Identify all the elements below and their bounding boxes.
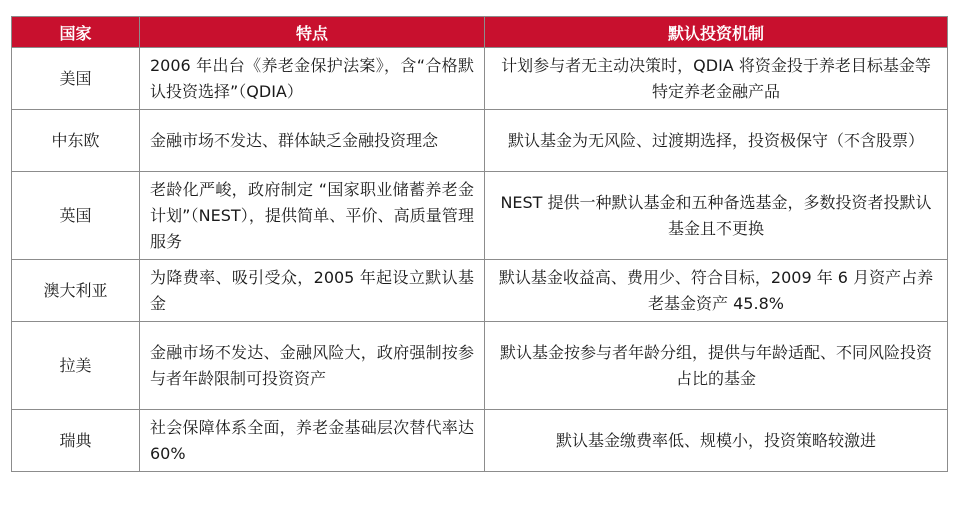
- header-country: 国家: [12, 17, 140, 48]
- mechanism-cell: 默认基金收益高、费用少、符合目标，2009 年 6 月资产占养老基金资产 45.8%: [485, 260, 948, 322]
- feature-cell: 金融市场不发达、金融风险大，政府强制按参与者年龄限制可投资资产: [140, 322, 485, 410]
- country-cell: 英国: [12, 172, 140, 260]
- mechanism-cell: 计划参与者无主动决策时，QDIA 将资金投于养老目标基金等特定养老金融产品: [485, 48, 948, 110]
- mechanism-cell: 默认基金缴费率低、规模小，投资策略较激进: [485, 410, 948, 472]
- mechanism-cell: 默认基金为无风险、过渡期选择，投资极保守（不含股票）: [485, 110, 948, 172]
- feature-cell: 金融市场不发达、群体缺乏金融投资理念: [140, 110, 485, 172]
- table-row: [12, 110, 948, 172]
- mechanism-cell: NEST 提供一种默认基金和五种备选基金，多数投资者投默认基金且不更换: [485, 172, 948, 260]
- feature-cell: 社会保障体系全面，养老金基础层次替代率达 60%: [140, 410, 485, 472]
- header-mechanism: 默认投资机制: [485, 17, 948, 48]
- table-row: [12, 410, 948, 472]
- country-cell: 拉美: [12, 322, 140, 410]
- table-row: [12, 322, 948, 410]
- table-row: [12, 48, 948, 110]
- table-row: [12, 260, 948, 322]
- default-investment-table: [11, 16, 948, 472]
- feature-cell: 为降费率、吸引受众，2005 年起设立默认基金: [140, 260, 485, 322]
- table-header-row: [12, 17, 948, 48]
- country-cell: 中东欧: [12, 110, 140, 172]
- country-cell: 美国: [12, 48, 140, 110]
- header-feature: 特点: [140, 17, 485, 48]
- country-cell: 澳大利亚: [12, 260, 140, 322]
- feature-cell: 2006 年出台《养老金保护法案》，含“合格默认投资选择”（QDIA）: [140, 48, 485, 110]
- mechanism-cell: 默认基金按参与者年龄分组，提供与年龄适配、不同风险投资占比的基金: [485, 322, 948, 410]
- country-cell: 瑞典: [12, 410, 140, 472]
- table-row: [12, 172, 948, 260]
- feature-cell: 老龄化严峻，政府制定 “国家职业储蓄养老金计划”（NEST），提供简单、平价、高质量管理服务: [140, 172, 485, 260]
